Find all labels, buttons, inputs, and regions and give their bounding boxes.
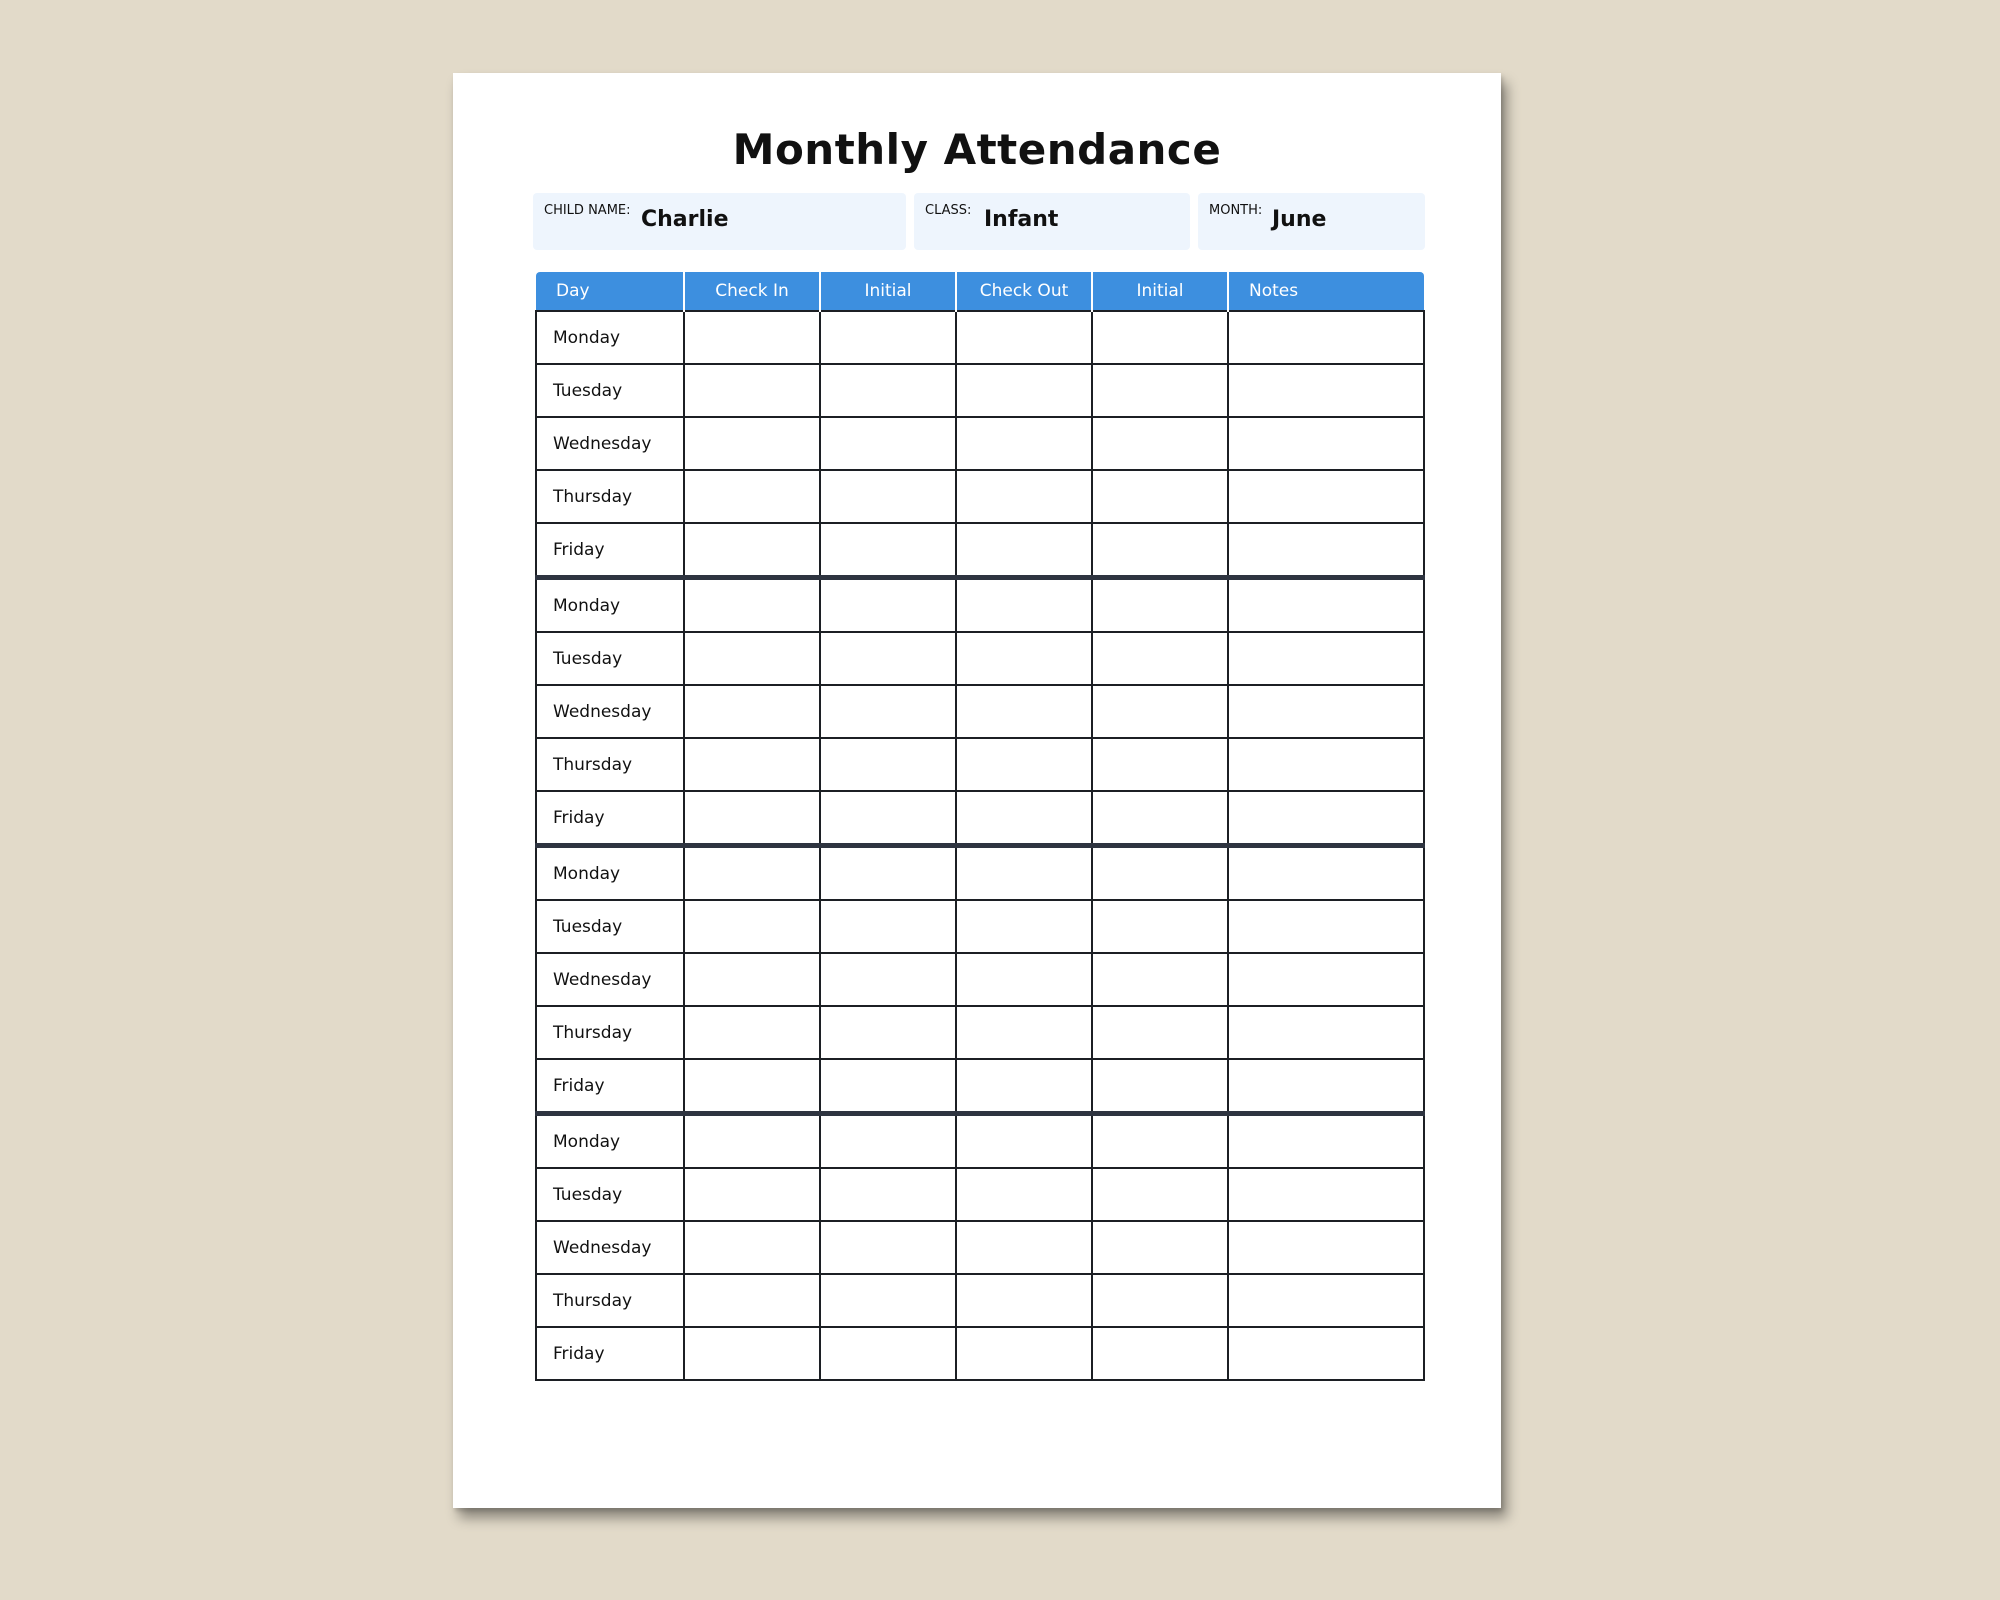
page-title: Monthly Attendance [732,125,1222,174]
check-in-cell[interactable] [684,1221,820,1274]
table-row [536,846,1424,901]
initial-out-cell[interactable] [1092,738,1228,791]
initial-out-cell[interactable] [1092,470,1228,523]
check-out-cell[interactable] [956,738,1092,791]
check-in-cell[interactable] [684,311,820,364]
day-cell: Thursday [536,470,684,523]
day-cell: Friday [536,523,684,578]
check-in-cell[interactable] [684,523,820,578]
check-out-cell[interactable] [956,1274,1092,1327]
check-out-cell[interactable] [956,846,1092,901]
initial-out-cell[interactable] [1092,1059,1228,1114]
table-row [536,1221,1424,1274]
table-row [536,523,1424,578]
class-label: CLASS: [925,203,972,218]
month-value: June [1272,207,1327,232]
initial-out-cell[interactable] [1092,1114,1228,1169]
initial-out-cell[interactable] [1092,632,1228,685]
child-name-value: Charlie [641,207,729,232]
initial-in-cell[interactable] [820,1168,956,1221]
header-initial-in: Initial [820,272,956,311]
initial-in-cell[interactable] [820,364,956,417]
header-check-out: Check Out [956,272,1092,311]
notes-cell[interactable] [1228,846,1424,901]
initial-in-cell[interactable] [820,311,956,364]
initial-in-cell[interactable] [820,1274,956,1327]
check-out-cell[interactable] [956,417,1092,470]
day-cell: Wednesday [536,1221,684,1274]
table-row [536,1168,1424,1221]
notes-cell[interactable] [1228,1221,1424,1274]
header-initial-out: Initial [1092,272,1228,311]
day-cell: Monday [536,1114,684,1169]
initial-out-cell[interactable] [1092,1274,1228,1327]
table-row [536,578,1424,633]
header-check-in: Check In [684,272,820,311]
initial-out-cell[interactable] [1092,791,1228,846]
notes-cell[interactable] [1228,900,1424,953]
initial-out-cell[interactable] [1092,900,1228,953]
initial-out-cell[interactable] [1092,1006,1228,1059]
initial-in-cell[interactable] [820,1006,956,1059]
table-header-row [536,272,1424,311]
header-notes: Notes [1228,272,1424,311]
notes-cell[interactable] [1228,311,1424,364]
attendance-table [535,272,1425,1381]
table-row [536,470,1424,523]
initial-out-cell[interactable] [1092,953,1228,1006]
notes-cell[interactable] [1228,1274,1424,1327]
check-out-cell[interactable] [956,900,1092,953]
check-in-cell[interactable] [684,791,820,846]
initial-in-cell[interactable] [820,470,956,523]
table-row [536,791,1424,846]
check-in-cell[interactable] [684,1168,820,1221]
initial-in-cell[interactable] [820,1221,956,1274]
notes-cell[interactable] [1228,632,1424,685]
day-cell: Tuesday [536,1168,684,1221]
table-row [536,417,1424,470]
table-body [536,311,1424,1380]
check-in-cell[interactable] [684,364,820,417]
check-in-cell[interactable] [684,632,820,685]
initial-out-cell[interactable] [1092,578,1228,633]
initial-in-cell[interactable] [820,578,956,633]
day-cell: Friday [536,791,684,846]
notes-cell[interactable] [1228,791,1424,846]
initial-out-cell[interactable] [1092,311,1228,364]
day-cell: Tuesday [536,900,684,953]
check-out-cell[interactable] [956,1114,1092,1169]
initial-in-cell[interactable] [820,953,956,1006]
notes-cell[interactable] [1228,578,1424,633]
initial-in-cell[interactable] [820,417,956,470]
check-in-cell[interactable] [684,417,820,470]
check-in-cell[interactable] [684,900,820,953]
table-row [536,900,1424,953]
initial-in-cell[interactable] [820,846,956,901]
notes-cell[interactable] [1228,417,1424,470]
check-in-cell[interactable] [684,1114,820,1169]
table-row [536,1114,1424,1169]
check-in-cell[interactable] [684,846,820,901]
day-cell: Wednesday [536,417,684,470]
notes-cell[interactable] [1228,953,1424,1006]
initial-in-cell[interactable] [820,791,956,846]
notes-cell[interactable] [1228,738,1424,791]
day-cell: Thursday [536,738,684,791]
day-cell: Monday [536,846,684,901]
initial-in-cell[interactable] [820,738,956,791]
initial-out-cell[interactable] [1092,523,1228,578]
check-out-cell[interactable] [956,685,1092,738]
check-in-cell[interactable] [684,1006,820,1059]
child-name-label: CHILD NAME: [544,203,631,218]
table-row [536,685,1424,738]
day-cell: Friday [536,1059,684,1114]
initial-in-cell[interactable] [820,1327,956,1380]
initial-in-cell[interactable] [820,632,956,685]
initial-in-cell[interactable] [820,1059,956,1114]
table-row [536,632,1424,685]
day-cell: Tuesday [536,632,684,685]
check-in-cell[interactable] [684,953,820,1006]
day-cell: Friday [536,1327,684,1380]
check-in-cell[interactable] [684,1274,820,1327]
check-out-cell[interactable] [956,523,1092,578]
initial-out-cell[interactable] [1092,1221,1228,1274]
table-row [536,1059,1424,1114]
child-name-field[interactable] [533,193,906,250]
check-out-cell[interactable] [956,791,1092,846]
check-out-cell[interactable] [956,1221,1092,1274]
notes-cell[interactable] [1228,1059,1424,1114]
table-row [536,1274,1424,1327]
check-out-cell[interactable] [956,1327,1092,1380]
check-out-cell[interactable] [956,953,1092,1006]
initial-out-cell[interactable] [1092,846,1228,901]
day-cell: Monday [536,578,684,633]
notes-cell[interactable] [1228,1114,1424,1169]
notes-cell[interactable] [1228,1006,1424,1059]
initial-out-cell[interactable] [1092,1168,1228,1221]
check-in-cell[interactable] [684,1327,820,1380]
check-out-cell[interactable] [956,1006,1092,1059]
check-in-cell[interactable] [684,578,820,633]
day-cell: Wednesday [536,953,684,1006]
notes-cell[interactable] [1228,1168,1424,1221]
check-in-cell[interactable] [684,1059,820,1114]
check-out-cell[interactable] [956,578,1092,633]
initial-in-cell[interactable] [820,1114,956,1169]
day-cell: Wednesday [536,685,684,738]
initial-out-cell[interactable] [1092,1327,1228,1380]
class-value: Infant [984,207,1059,232]
check-out-cell[interactable] [956,1059,1092,1114]
initial-out-cell[interactable] [1092,417,1228,470]
notes-cell[interactable] [1228,685,1424,738]
month-field[interactable] [1198,193,1425,250]
check-out-cell[interactable] [956,470,1092,523]
initial-in-cell[interactable] [820,685,956,738]
check-out-cell[interactable] [956,1168,1092,1221]
class-field[interactable] [914,193,1190,250]
table-row [536,738,1424,791]
table-row [536,311,1424,364]
notes-cell[interactable] [1228,364,1424,417]
attendance-sheet [453,73,1501,1508]
day-cell: Thursday [536,1274,684,1327]
day-cell: Thursday [536,1006,684,1059]
initial-in-cell[interactable] [820,523,956,578]
check-in-cell[interactable] [684,685,820,738]
check-out-cell[interactable] [956,364,1092,417]
month-label: MONTH: [1209,203,1263,218]
table-row [536,1006,1424,1059]
initial-out-cell[interactable] [1092,364,1228,417]
table-row [536,364,1424,417]
check-in-cell[interactable] [684,738,820,791]
initial-out-cell[interactable] [1092,685,1228,738]
table-row [536,953,1424,1006]
notes-cell[interactable] [1228,470,1424,523]
notes-cell[interactable] [1228,1327,1424,1380]
table-row [536,1327,1424,1380]
day-cell: Monday [536,311,684,364]
check-out-cell[interactable] [956,632,1092,685]
check-out-cell[interactable] [956,311,1092,364]
check-in-cell[interactable] [684,470,820,523]
header-day: Day [536,272,684,311]
initial-in-cell[interactable] [820,900,956,953]
notes-cell[interactable] [1228,523,1424,578]
day-cell: Tuesday [536,364,684,417]
